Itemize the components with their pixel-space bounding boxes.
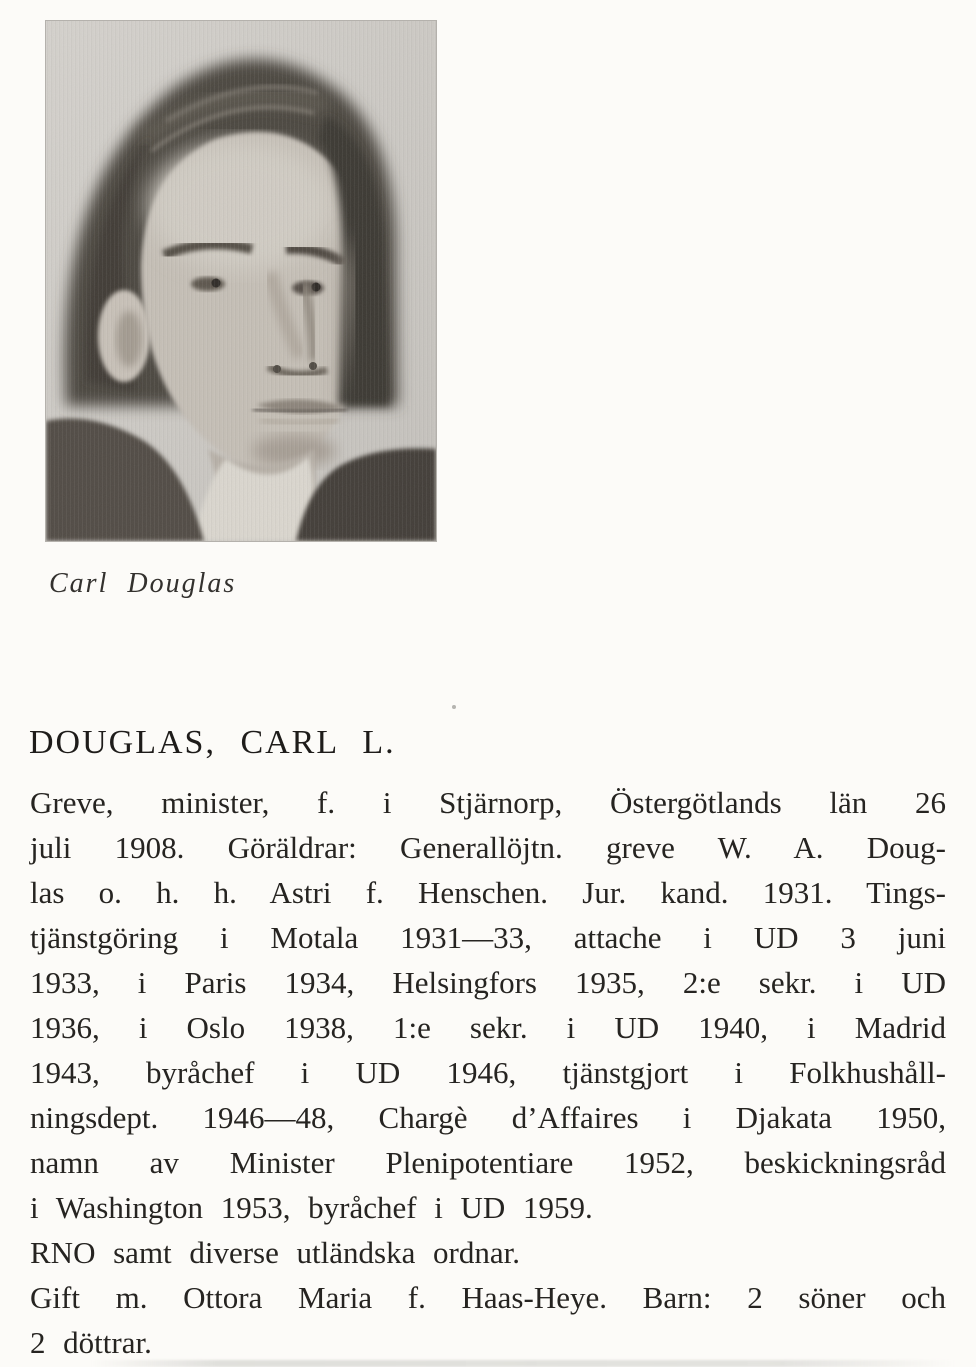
body-line: 1943, byråchef i UD 1946, tjänstgjort i Folkhushåll-: [30, 1055, 946, 1090]
body-line: las o. h. h. Astri f. Henschen. Jur. kand. 1931. Tings-: [30, 875, 946, 910]
entry-body: [30, 780, 946, 1365]
body-line: ningsdept. 1946—48, Chargè d’Affaires i Djakata 1950,: [30, 1100, 946, 1135]
body-line: RNO samt diverse utländska ordnar.: [30, 1235, 520, 1270]
scan-bottom-shade: [90, 1360, 956, 1367]
body-line: 1936, i Oslo 1938, 1:e sekr. i UD 1940, i Madrid: [30, 1010, 946, 1045]
portrait-image: [46, 21, 436, 541]
scan-speck: [452, 705, 456, 709]
photo-caption: Carl Douglas: [49, 568, 237, 599]
portrait-photo: [46, 21, 436, 541]
body-line: 2 döttrar.: [30, 1325, 152, 1360]
body-line: juli 1908. Göräldrar: Generallöjtn. greve W. A. Doug-: [30, 830, 946, 865]
body-line: namn av Minister Plenipotentiare 1952, beskickningsråd: [30, 1145, 946, 1180]
entry-heading: DOUGLAS, CARL L.: [29, 724, 396, 761]
body-line: tjänstgöring i Motala 1931—33, attache i UD 3 juni: [30, 920, 946, 955]
body-line: 1933, i Paris 1934, Helsingfors 1935, 2:e sekr. i UD: [30, 965, 946, 1000]
body-line: Gift m. Ottora Maria f. Haas-Heye. Barn: 2 söner och: [30, 1280, 946, 1315]
body-line: Greve, minister, f. i Stjärnorp, Östergötlands län 26: [30, 785, 946, 820]
body-line: i Washington 1953, byråchef i UD 1959.: [30, 1190, 593, 1225]
